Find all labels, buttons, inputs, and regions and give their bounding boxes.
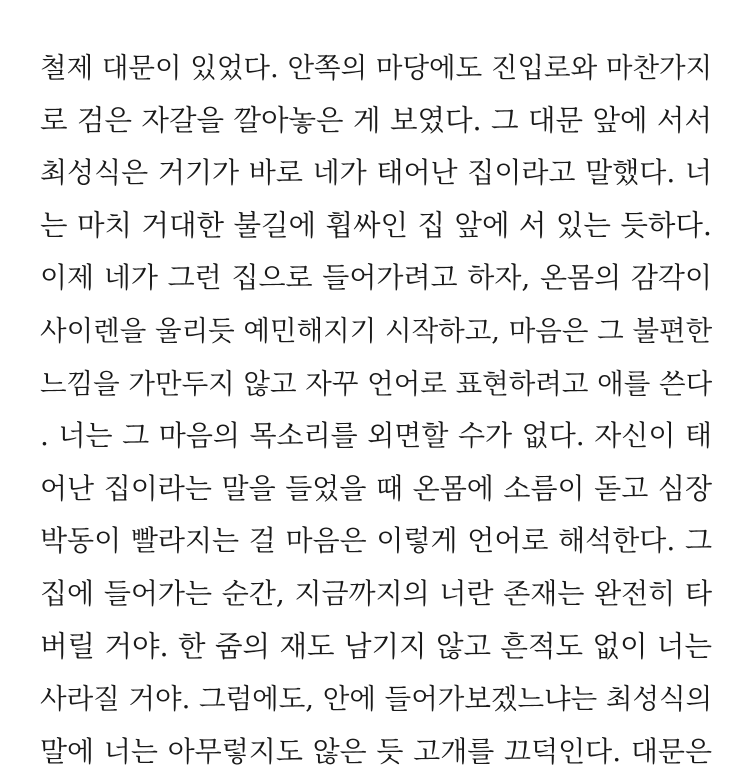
text-line-7: 느낌을 가만두지 않고 자꾸 언어로 표현하려고 애를 쓴다	[40, 367, 713, 400]
text-line-2: 로 검은 자갈을 깔아놓은 게 보였다. 그 대문 앞에 서서	[40, 103, 712, 137]
text-line-14: 말에 너는 아무렇지도 않은 듯 고개를 끄덕인다. 대문은	[40, 734, 712, 768]
text-line-11: 집에 들어가는 순간, 지금까지의 너란 존재는 완전히 타	[40, 576, 712, 610]
text-line-8: . 너는 그 마음의 목소리를 외면할 수가 없다. 자신이 태	[40, 419, 712, 453]
text-line-3: 최성식은 거기가 바로 네가 태어난 집이라고 말했다. 너	[40, 156, 712, 190]
body-text	[40, 42, 712, 778]
text-line-13: 사라질 거야. 그럼에도, 안에 들어가보겠느냐는 최성식의	[40, 683, 713, 716]
text-line-4: 는 마치 거대한 불길에 휩싸인 집 앞에 서 있는 듯하다.	[40, 208, 712, 242]
text-line-6: 사이렌을 울리듯 예민해지기 시작하고, 마음은 그 불편한	[40, 314, 713, 347]
text-line-1: 철제 대문이 있었다. 안쪽의 마당에도 진입로와 마찬가지	[40, 52, 713, 84]
text-line-10: 박동이 빨라지는 걸 마음은 이렇게 언어로 해석한다. 그	[40, 524, 712, 558]
text-line-5: 이제 네가 그런 집으로 들어가려고 하자, 온몸의 감각이	[40, 261, 712, 295]
text-line-12: 버릴 거야. 한 줌의 재도 남기지 않고 흔적도 없이 너는	[40, 629, 712, 663]
text-line-9: 어난 집이라는 말을 들었을 때 온몸에 소름이 돋고 심장	[40, 471, 712, 505]
